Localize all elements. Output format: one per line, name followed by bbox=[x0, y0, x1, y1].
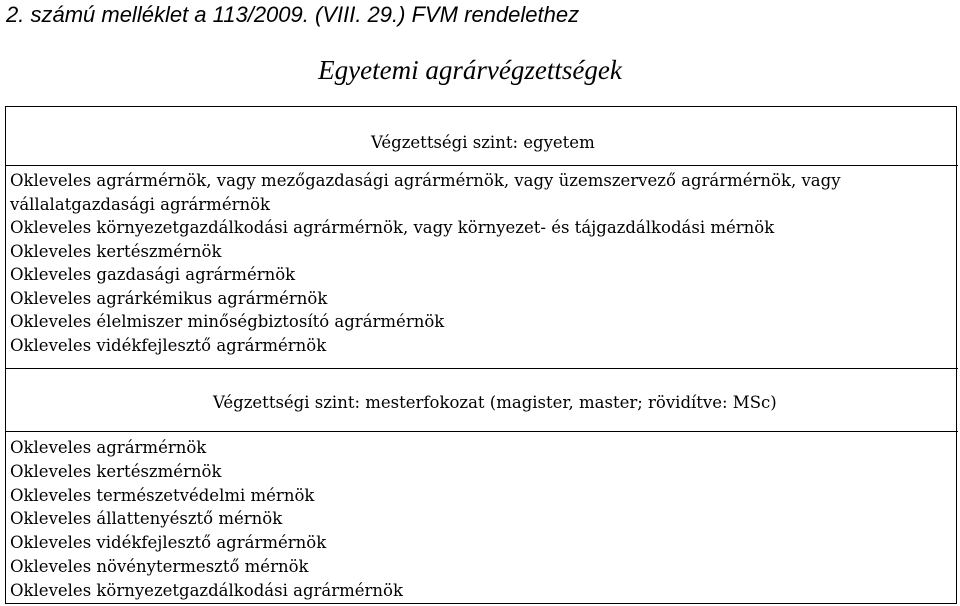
degree-item: Okleveles természetvédelmi mérnök bbox=[10, 485, 315, 505]
msc-degree-list bbox=[10, 436, 954, 603]
degree-item: Okleveles vidékfejlesztő agrármérnök bbox=[10, 533, 327, 553]
degree-item: Okleveles gazdasági agrármérnök bbox=[10, 265, 296, 284]
degree-item: Okleveles kertészmérnök bbox=[10, 241, 222, 261]
section-divider bbox=[6, 165, 958, 166]
degree-item: Okleveles vidékfejlesztő agrármérnök bbox=[10, 335, 327, 355]
degree-item: Okleveles állattenyésztő mérnök bbox=[10, 509, 283, 529]
section-divider bbox=[6, 368, 958, 369]
section-heading-university: Végzettségi szint: egyetem bbox=[371, 133, 595, 152]
degree-item: Okleveles kertészmérnök bbox=[10, 461, 222, 481]
degree-item: Okleveles környezetgazdálkodási agrármérnök, vagy környezet- és tájgazdálkodási mérnök bbox=[10, 218, 775, 237]
university-degree-list bbox=[10, 169, 954, 357]
document-title: Egyetemi agrárvégzettségek bbox=[318, 55, 622, 85]
annex-reference: 2. számú melléklet a 113/2009. (VIII. 29.) FVM rendelethez bbox=[6, 2, 580, 27]
section-divider bbox=[6, 431, 958, 432]
degree-item: Okleveles élelmiszer minőségbiztosító agrármérnök bbox=[10, 312, 445, 331]
degree-item: Okleveles agrármérnök, vagy mezőgazdasági agrármérnök, vagy üzemszervező agrármérnök, vagy vállalatgazdasági agrármérnök bbox=[10, 171, 841, 214]
degree-item: Okleveles agrárkémikus agrármérnök bbox=[10, 288, 328, 308]
degree-item: Okleveles agrármérnök bbox=[10, 438, 207, 457]
section-heading-msc: Végzettségi szint: mesterfokozat (magister, master; rövidítve: MSc) bbox=[213, 393, 777, 412]
degree-item: Okleveles növénytermesztő mérnök bbox=[10, 556, 309, 576]
qualifications-table bbox=[5, 106, 957, 604]
degree-item: Okleveles környezetgazdálkodási agrármérnök bbox=[10, 580, 403, 600]
